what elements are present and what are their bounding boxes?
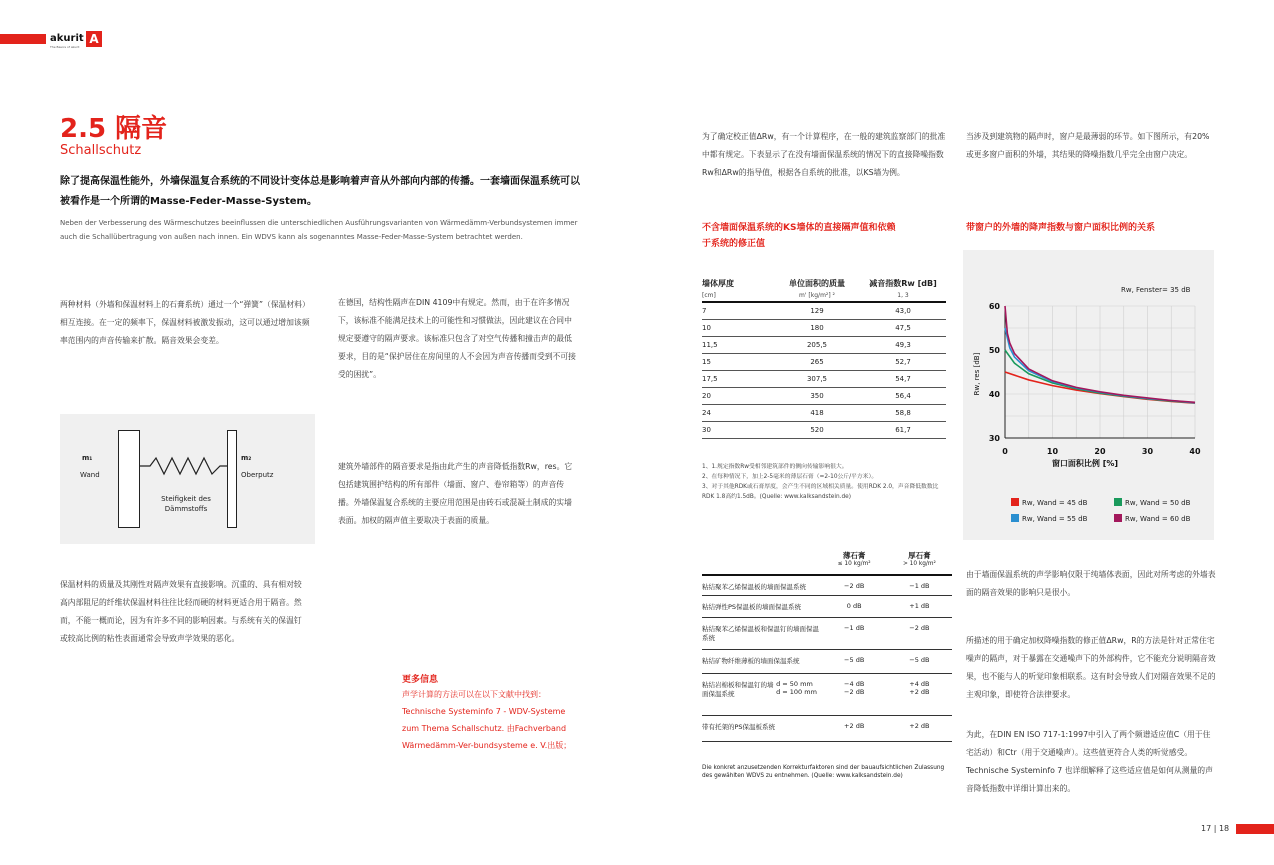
cell: −2 dB — [887, 617, 952, 649]
row-label: 粘结矿物纤维薄板的墙面保温系统 — [702, 649, 822, 673]
table-row — [702, 595, 952, 617]
wall-label: Wand — [80, 471, 100, 479]
cell: 24 — [702, 404, 774, 421]
cell: 56,4 — [860, 387, 946, 404]
cell: −1 dB — [822, 617, 887, 649]
cell: 205,5 — [774, 336, 860, 353]
cell: −5 dB — [887, 649, 952, 673]
paragraph-correction: 为了确定校正值ΔRw，有一个计算程序，在一般的建筑监察部门的批准中都有规定。下表显示了在没有墙面保温系统的情况下的直接降噪指数Rw和ΔRw的指导值，根据各自系统的批准，以KS墙为例。 — [702, 132, 946, 177]
cell: 307,5 — [774, 370, 860, 387]
paragraph-spectrum: 为此，在DIN EN ISO 717-1:1997中引入了两个频谱适应值C（用于住宅活动）和Ctr（用于交通噪声）。这些值更符合人类的听觉感受。Technische Systeminfo 7 也详细解释了这些适应值是如何从测量的声音降低指数中详细计算出来的。 — [966, 730, 1213, 793]
x-tick-label: 40 — [1189, 447, 1201, 456]
cell: 265 — [774, 353, 860, 370]
cell: 58,8 — [860, 404, 946, 421]
unit-thick: > 10 kg/m² — [887, 561, 952, 575]
spring-label: Steifigkeit des Dämmstoffs — [161, 495, 211, 513]
cell: 10 — [702, 319, 774, 336]
cell: 0 dB — [822, 595, 887, 617]
correction-table — [702, 550, 952, 742]
table1-notes — [702, 462, 950, 502]
cell: 129 — [774, 302, 860, 319]
lead-paragraph-german: Neben der Verbesserung des Wärmeschutzes beeinflussen die unterschiedlichen Ausführungsvarianten von Wärmedämm-Verbundsystemen immer auch die Schallübertragung von außen nach innen. Ein WDVS kann als sogenanntes Masse-Feder-Masse-System betrachtet werden. — [60, 219, 578, 241]
table-row — [702, 319, 946, 336]
legend-swatch — [1114, 498, 1122, 506]
x-tick-label: 0 — [1002, 447, 1008, 456]
col-rw: 减音指数Rw [dB] — [869, 278, 937, 288]
table-row — [702, 336, 946, 353]
unit-cm: [cm] — [702, 290, 774, 302]
table-row — [702, 673, 952, 715]
cell: 47,5 — [860, 319, 946, 336]
chart-legend — [1011, 498, 1191, 523]
table-row — [702, 387, 946, 404]
x-tick-label: 30 — [1141, 447, 1154, 456]
cell: 11,5 — [702, 336, 774, 353]
cell: 49,3 — [860, 336, 946, 353]
table-row — [702, 302, 946, 319]
paragraph-traffic-noise: 所描述的用于确定加权降噪指数的修正值ΔRw，R的方法是针对正常住宅噪声的隔声，对于暴露在交通噪声下的外部构件，它不能充分说明隔音效果，也不能与人的听觉印象相联系。这有时会导致人们对隔音效果不足的主观印象，即使符合法律要求。 — [966, 636, 1216, 699]
col-mass: 单位面积的质量 — [789, 278, 845, 288]
row-label: 粘结聚苯乙烯保温板和保温钉的墙面保温系统 — [702, 617, 822, 649]
plaster-label: Oberputz — [241, 471, 274, 479]
row-label: 带有托架的PS保温板系统 — [702, 715, 822, 741]
lead-paragraph: 除了提高保温性能外，外墙保温复合系统的不同设计变体总是影响着声音从外部向内部的传播。一套墙面保温系统可以被看作是一个所谓的Masse-Feder-Masse-System。 — [60, 176, 580, 207]
cell: −1 dB — [887, 575, 952, 595]
mass-spring-diagram — [60, 414, 315, 544]
table-row — [702, 353, 946, 370]
cell: 350 — [774, 387, 860, 404]
cell: 43,0 — [860, 302, 946, 319]
cell: 520 — [774, 421, 860, 438]
cell: −2 dB — [822, 575, 887, 595]
cell: 61,7 — [860, 421, 946, 438]
note-line: 3、对于其他RDK或石膏厚度，会产生不同的区域相关质量。使用RDK 2.0，声音降低数数比RDK 1.8高约1.5dB。(Quelle: www.kalksandstein.de) — [702, 484, 939, 500]
y-tick-label: 30 — [988, 434, 1000, 443]
row-sub-label: d = 50 mm d = 100 mm — [776, 679, 817, 696]
table-row — [702, 421, 946, 438]
chart-y-axis-label: Rw, res [dB] — [973, 352, 981, 396]
footer-accent-bar — [1236, 824, 1274, 834]
spring-icon — [60, 414, 315, 544]
legend-label: Rw, Wand = 50 dB — [1125, 499, 1191, 507]
section-title: 2.5 隔音 — [60, 114, 168, 144]
cell: −4 dB −2 dB — [822, 673, 887, 715]
cell: 17,5 — [702, 370, 774, 387]
table-row — [702, 649, 952, 673]
legend-swatch — [1011, 498, 1019, 506]
cell: +1 dB — [887, 595, 952, 617]
cell: 180 — [774, 319, 860, 336]
cell: 52,7 — [860, 353, 946, 370]
y-tick-label: 40 — [988, 390, 1000, 399]
cell: −5 dB — [822, 649, 887, 673]
table-row — [702, 370, 946, 387]
more-info-body: 声学计算的方法可以在以下文献中找到：Technische Systeminfo 7 - WDV-Systeme zum Thema Schallschutz. 由Fachverband Wärmedämm-Ver-bundsysteme e. V.出版； — [402, 690, 572, 750]
cell: 7 — [702, 302, 774, 319]
note-line: 1、1.规定指数Rw受相邻建筑部件的侧向传输影响很大。 — [702, 464, 848, 470]
chart-annotation: Rw, Fenster= 35 dB — [1121, 286, 1191, 294]
cell: 418 — [774, 404, 860, 421]
row-label: 粘结弹性PS保温板的墙面保温系统 — [702, 595, 822, 617]
row-label — [702, 673, 822, 715]
x-tick-label: 20 — [1094, 447, 1106, 456]
paragraph-din4109: 在德国，结构性隔声在DIN 4109中有规定。然而，由于在许多情况下，该标准不能满足技术上的可能性和习惯做法，因此建议在合同中规定要遵守的隔声要求。该标准只包含了对空气传播和撞击声的最低要求，目的是“保护居住在房间里的人不会因为声音传播而受到不可接受的困扰”。 — [338, 298, 576, 379]
table-row — [702, 715, 952, 741]
row-label: 粘结聚苯乙烯保温板的墙面保温系统 — [702, 575, 822, 595]
window-ratio-chart — [963, 250, 1214, 540]
unit-rw: 1, 3 — [860, 290, 946, 302]
logo-text: akurit — [50, 33, 84, 44]
unit-thin: ≤ 10 kg/m² — [822, 561, 887, 575]
unit-mass: m' [kg/m²] ² — [774, 290, 860, 302]
table1-heading: 不含墙面保温系统的KS墙体的直接隔声值和依赖于系统的修正值 — [702, 223, 896, 249]
chart-ticks — [989, 302, 1201, 456]
chart-x-axis-label: 窗口面积比例 [%] — [1051, 459, 1119, 468]
col-wall-thickness: 墙体厚度 — [702, 278, 734, 288]
sound-reduction-table — [702, 276, 946, 439]
paragraph-insulation-mass: 保温材料的质量及其刚性对隔声效果有直接影响。沉重的、具有相对较高内部阻尼的纤维状保温材料往往比轻而硬的材料更适合用于隔音。然而，不能一概而论，因为有许多不同的影响因素。与系统有关的保温钉或较高比例的粘性表面通常会导致声学效果的恶化。 — [60, 580, 302, 643]
cell: 30 — [702, 421, 774, 438]
more-info-heading: 更多信息 — [402, 675, 439, 685]
table-row — [702, 575, 952, 595]
logo-tagline: The Basics of akurit — [50, 45, 80, 49]
chart-heading: 带窗户的外墙的降声指数与窗户面积比例的关系 — [966, 223, 1156, 233]
header-accent-bar — [0, 34, 46, 44]
cell: 15 — [702, 353, 774, 370]
table-row — [702, 617, 952, 649]
cell: +2 dB — [887, 715, 952, 741]
col-thin-plaster: 薄石膏 — [842, 551, 866, 560]
cell: 54,7 — [860, 370, 946, 387]
corner-cell — [702, 550, 822, 561]
col-thick-plaster: 厚石膏 — [908, 551, 931, 560]
logo-icon: A — [86, 31, 102, 47]
table2-footnote: Die konkret anzusetzenden Korrekturfaktoren sind der bauaufsichtlichen Zulassung des gewählten WDVS zu entnehmen. (Quelle: www.kalksandstein.de) — [702, 765, 945, 779]
table-row — [702, 404, 946, 421]
cell: +4 dB +2 dB — [887, 673, 952, 715]
paragraph-rw-res: 建筑外墙部件的隔音要求是指由此产生的声音降低指数Rw，res。它包括建筑围护结构的所有部件（墙面、窗户、卷帘箱等）的声音传播。外墙保温复合系统的主要应用范围是由砖石或混凝土制成的实墙表面。加权的隔声值主要取决于表面的质量。 — [338, 462, 573, 525]
page-number: 17 | 18 — [1201, 824, 1230, 833]
legend-swatch — [1011, 514, 1019, 522]
row-label-text: 粘结岩棉板和保温钉的墙面保温系统 — [702, 680, 774, 698]
y-tick-label: 60 — [988, 302, 1000, 311]
corner-cell — [702, 561, 822, 575]
cell: 20 — [702, 387, 774, 404]
legend-label: Rw, Wand = 60 dB — [1125, 515, 1191, 523]
y-tick-label: 50 — [988, 346, 1000, 355]
cell: +2 dB — [822, 715, 887, 741]
legend-label: Rw, Wand = 45 dB — [1022, 499, 1088, 507]
paragraph-small-influence: 由于墙面保温系统的声学影响仅限于纯墙体表面，因此对所考虑的外墙表面的隔音效果的影响只是很小。 — [966, 570, 1216, 597]
paragraph-window: 当涉及到建筑物的隔声时，窗户是最薄弱的环节。如下图所示，有20%或更多窗户面积的外墙，其结果的降噪指数几乎完全由窗户决定。 — [966, 132, 1210, 159]
note-line: 2、在每种情况下，加上2-5毫米的薄层石膏（=2-10公斤/平方米）。 — [702, 474, 878, 480]
m2-label: m₂ — [241, 454, 252, 462]
m1-label: m₁ — [82, 454, 93, 462]
paragraph-spring: 两种材料（外墙和保温材料上的石膏系统）通过一个“弹簧”（保温材料）相互连接。在一定的频率下，保温材料被激发振动，这可以通过增加该频率范围内的声音传输来扩散。隔音效果会变差。 — [60, 300, 310, 345]
legend-label: Rw, Wand = 55 dB — [1022, 515, 1088, 523]
legend-swatch — [1114, 514, 1122, 522]
section-subtitle: Schallschutz — [60, 143, 142, 158]
x-tick-label: 10 — [1046, 447, 1059, 456]
